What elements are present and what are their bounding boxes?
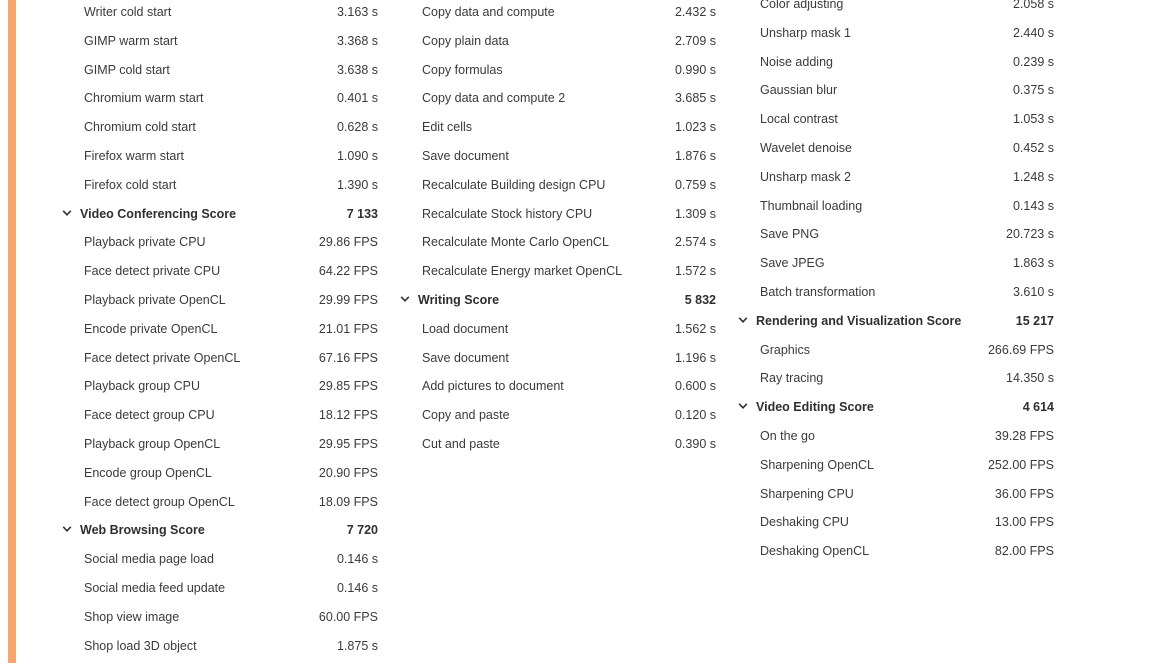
- score-group-header-writing-score[interactable]: [400, 290, 716, 319]
- test-name: Deshaking CPU: [760, 515, 849, 530]
- test-result-row: [400, 117, 716, 146]
- test-value: 13.00 FPS: [994, 515, 1054, 530]
- test-name: Face detect private OpenCL: [84, 350, 241, 365]
- test-result-row: [738, 368, 1054, 397]
- test-name: Firefox cold start: [84, 177, 177, 192]
- test-name: Gaussian blur: [760, 83, 838, 98]
- test-value: 3.368 s: [336, 33, 378, 48]
- test-name: Save document: [422, 350, 509, 365]
- test-name: Edit cells: [422, 120, 473, 135]
- test-result-row: [738, 426, 1054, 455]
- test-result-row: [400, 376, 716, 405]
- test-name: Deshaking OpenCL: [760, 544, 870, 559]
- test-name: Encode group OpenCL: [84, 465, 212, 480]
- test-name: Recalculate Monte Carlo OpenCL: [422, 235, 609, 250]
- test-value: 266.69 FPS: [987, 342, 1054, 357]
- test-name: Copy data and compute 2: [422, 91, 566, 106]
- score-group-header-video-editing-score[interactable]: [738, 397, 1054, 426]
- test-value: 39.28 FPS: [994, 429, 1054, 443]
- test-name: Face detect group OpenCL: [84, 494, 235, 509]
- group-title: Video Conferencing Score: [80, 206, 237, 221]
- test-result-row: [738, 484, 1054, 513]
- test-result-row: [738, 253, 1054, 282]
- test-result-row: [62, 117, 378, 146]
- chevron-down-icon[interactable]: [62, 208, 71, 217]
- group-score: 4 614: [1022, 400, 1054, 415]
- test-value: 18.09 FPS: [318, 494, 378, 509]
- test-result-row: [62, 319, 378, 348]
- test-value: 1.876 s: [674, 149, 716, 163]
- test-result-row: [400, 232, 716, 261]
- test-value: 29.85 FPS: [318, 379, 378, 394]
- test-name: Encode private OpenCL: [84, 321, 218, 336]
- test-result-row: [738, 340, 1054, 369]
- test-value: 0.143 s: [1012, 198, 1054, 213]
- test-value: 1.572 s: [674, 264, 716, 279]
- test-value: 0.120 s: [674, 408, 716, 423]
- test-value: 1.196 s: [674, 350, 716, 365]
- test-result-row: [738, 0, 1054, 23]
- test-name: Shop load 3D object: [84, 638, 197, 653]
- test-name: Ray tracing: [760, 371, 824, 386]
- test-name: Add pictures to document: [422, 379, 564, 394]
- group-score: 15 217: [1015, 313, 1054, 328]
- test-result-row: [400, 2, 716, 31]
- test-result-row: [62, 376, 378, 405]
- test-result-row: [738, 455, 1054, 484]
- test-name: Social media page load: [84, 552, 214, 567]
- test-value: 2.574 s: [674, 235, 716, 250]
- test-result-row: [62, 2, 378, 31]
- test-result-row: [738, 80, 1054, 109]
- test-result-row: [400, 348, 716, 377]
- test-name: Noise adding: [760, 54, 833, 69]
- group-title: Rendering and Visualization Score: [756, 313, 962, 328]
- test-value: 2.709 s: [674, 33, 716, 48]
- accent-bar: [8, 0, 16, 663]
- test-result-row: [400, 146, 716, 175]
- test-result-row: [62, 31, 378, 60]
- test-value: 1.053 s: [1012, 112, 1054, 127]
- test-result-row: [400, 175, 716, 204]
- test-value: 2.440 s: [1012, 25, 1054, 40]
- test-name: Save JPEG: [760, 256, 825, 271]
- test-value: 18.12 FPS: [318, 408, 378, 423]
- test-value: 21.01 FPS: [318, 321, 378, 336]
- test-value: 1.390 s: [336, 177, 378, 192]
- test-result-row: [62, 146, 378, 175]
- test-result-row: [62, 60, 378, 89]
- test-value: 0.628 s: [336, 120, 378, 135]
- chevron-down-icon[interactable]: [400, 294, 409, 303]
- test-value: 60.00 FPS: [318, 609, 378, 624]
- test-value: 1.863 s: [1012, 256, 1054, 271]
- test-name: Social media feed update: [84, 581, 226, 595]
- score-group-header-web-browsing-score[interactable]: [62, 520, 378, 549]
- test-value: 0.239 s: [1012, 54, 1054, 69]
- test-value: 0.759 s: [674, 177, 716, 192]
- test-name: Sharpening OpenCL: [760, 457, 874, 472]
- test-value: 0.146 s: [336, 581, 378, 595]
- test-value: 252.00 FPS: [987, 457, 1054, 472]
- test-name: Shop view image: [84, 609, 180, 624]
- test-name: Wavelet denoise: [760, 141, 852, 155]
- test-value: 0.600 s: [674, 379, 716, 394]
- test-value: 0.390 s: [674, 437, 716, 451]
- group-title: Video Editing Score: [756, 400, 874, 415]
- test-result-row: [738, 541, 1054, 570]
- test-result-row: [62, 492, 378, 521]
- test-value: 14.350 s: [1006, 371, 1054, 386]
- test-result-row: [400, 434, 716, 463]
- test-result-row: [62, 607, 378, 636]
- test-result-row: [62, 88, 378, 117]
- test-name: Chromium warm start: [84, 91, 204, 106]
- test-name: Thumbnail loading: [760, 198, 863, 213]
- test-name: Graphics: [760, 342, 811, 357]
- test-name: Save PNG: [760, 227, 820, 242]
- test-value: 3.163 s: [336, 5, 378, 19]
- test-name: Color adjusting: [760, 0, 844, 11]
- test-result-row: [400, 261, 716, 290]
- test-name: Face detect private CPU: [84, 264, 221, 279]
- test-value: 1.248 s: [1012, 169, 1054, 184]
- test-result-row: [400, 204, 716, 233]
- test-result-row: [62, 434, 378, 463]
- group-title: Writing Score: [418, 293, 500, 307]
- test-value: 2.432 s: [674, 5, 716, 19]
- test-result-row: [738, 23, 1054, 52]
- test-result-row: [62, 463, 378, 492]
- test-result-row: [400, 31, 716, 60]
- test-name: GIMP warm start: [84, 33, 178, 48]
- test-name: Copy formulas: [422, 62, 503, 77]
- test-result-row: [738, 109, 1054, 138]
- test-name: Save document: [422, 149, 509, 163]
- test-name: Unsharp mask 2: [760, 169, 852, 184]
- test-result-row: [400, 60, 716, 89]
- chevron-down-icon[interactable]: [738, 401, 747, 410]
- test-name: Playback group OpenCL: [84, 437, 221, 451]
- test-value: 0.401 s: [336, 91, 378, 106]
- test-value: 36.00 FPS: [994, 486, 1054, 501]
- test-value: 0.375 s: [1012, 83, 1054, 98]
- test-name: GIMP cold start: [84, 62, 170, 77]
- test-value: 3.610 s: [1012, 285, 1054, 299]
- test-name: Local contrast: [760, 112, 838, 127]
- group-score: 7 720: [346, 523, 378, 538]
- test-value: 20.723 s: [1006, 227, 1054, 242]
- test-name: Playback group CPU: [84, 379, 201, 394]
- test-result-row: [62, 261, 378, 290]
- test-value: 3.685 s: [674, 91, 716, 106]
- test-name: Cut and paste: [422, 437, 500, 451]
- test-value: 0.990 s: [674, 62, 716, 77]
- test-value: 3.638 s: [336, 62, 378, 77]
- test-name: Unsharp mask 1: [760, 25, 852, 40]
- test-result-row: [62, 549, 378, 578]
- test-name: Firefox warm start: [84, 149, 185, 163]
- test-value: 67.16 FPS: [318, 350, 378, 365]
- test-name: Playback private OpenCL: [84, 293, 226, 307]
- test-value: 1.562 s: [674, 321, 716, 336]
- test-result-row: [738, 224, 1054, 253]
- test-result-row: [738, 167, 1054, 196]
- test-value: 0.452 s: [1012, 141, 1054, 155]
- chevron-down-icon[interactable]: [62, 524, 71, 533]
- chevron-down-icon[interactable]: [738, 315, 747, 324]
- test-name: Writer cold start: [84, 5, 172, 19]
- test-result-row: [400, 88, 716, 117]
- test-name: Sharpening CPU: [760, 486, 854, 501]
- test-value: 1.309 s: [674, 206, 716, 221]
- test-result-row: [62, 636, 378, 665]
- group-title: Web Browsing Score: [80, 523, 205, 538]
- test-result-row: [62, 578, 378, 607]
- group-score: 7 133: [346, 206, 378, 221]
- score-group-header-rendering-and-visualization-score[interactable]: [738, 311, 1054, 340]
- test-result-row: [738, 512, 1054, 541]
- test-result-row: [62, 232, 378, 261]
- test-value: 0.146 s: [336, 552, 378, 567]
- test-value: 82.00 FPS: [994, 544, 1054, 559]
- test-value: 29.86 FPS: [318, 235, 378, 250]
- test-value: 2.058 s: [1012, 0, 1054, 11]
- test-name: Recalculate Building design CPU: [422, 177, 606, 192]
- test-value: 64.22 FPS: [318, 264, 378, 279]
- test-name: Copy and paste: [422, 408, 510, 423]
- test-name: Copy data and compute: [422, 5, 555, 19]
- test-value: 1.875 s: [336, 638, 378, 653]
- test-name: Recalculate Energy market OpenCL: [422, 264, 623, 279]
- score-group-header-video-conferencing-score[interactable]: [62, 204, 378, 233]
- test-result-row: [62, 290, 378, 319]
- group-score: 5 832: [684, 293, 716, 307]
- test-result-row: [62, 405, 378, 434]
- test-result-row: [738, 52, 1054, 81]
- test-name: Face detect group CPU: [84, 408, 215, 423]
- test-result-row: [738, 196, 1054, 225]
- test-name: Load document: [422, 321, 509, 336]
- test-value: 1.023 s: [674, 120, 716, 135]
- test-value: 1.090 s: [336, 149, 378, 163]
- test-result-row: [400, 405, 716, 434]
- test-name: Playback private CPU: [84, 235, 206, 250]
- test-result-row: [738, 138, 1054, 167]
- test-result-row: [62, 175, 378, 204]
- test-result-row: [738, 282, 1054, 311]
- test-name: Recalculate Stock history CPU: [422, 206, 593, 221]
- test-name: On the go: [760, 429, 815, 443]
- test-name: Copy plain data: [422, 33, 509, 48]
- test-name: Chromium cold start: [84, 120, 196, 135]
- test-value: 20.90 FPS: [318, 465, 378, 480]
- test-result-row: [62, 348, 378, 377]
- test-value: 29.95 FPS: [318, 437, 378, 451]
- test-value: 29.99 FPS: [318, 293, 378, 307]
- test-result-row: [400, 319, 716, 348]
- test-name: Batch transformation: [760, 285, 876, 299]
